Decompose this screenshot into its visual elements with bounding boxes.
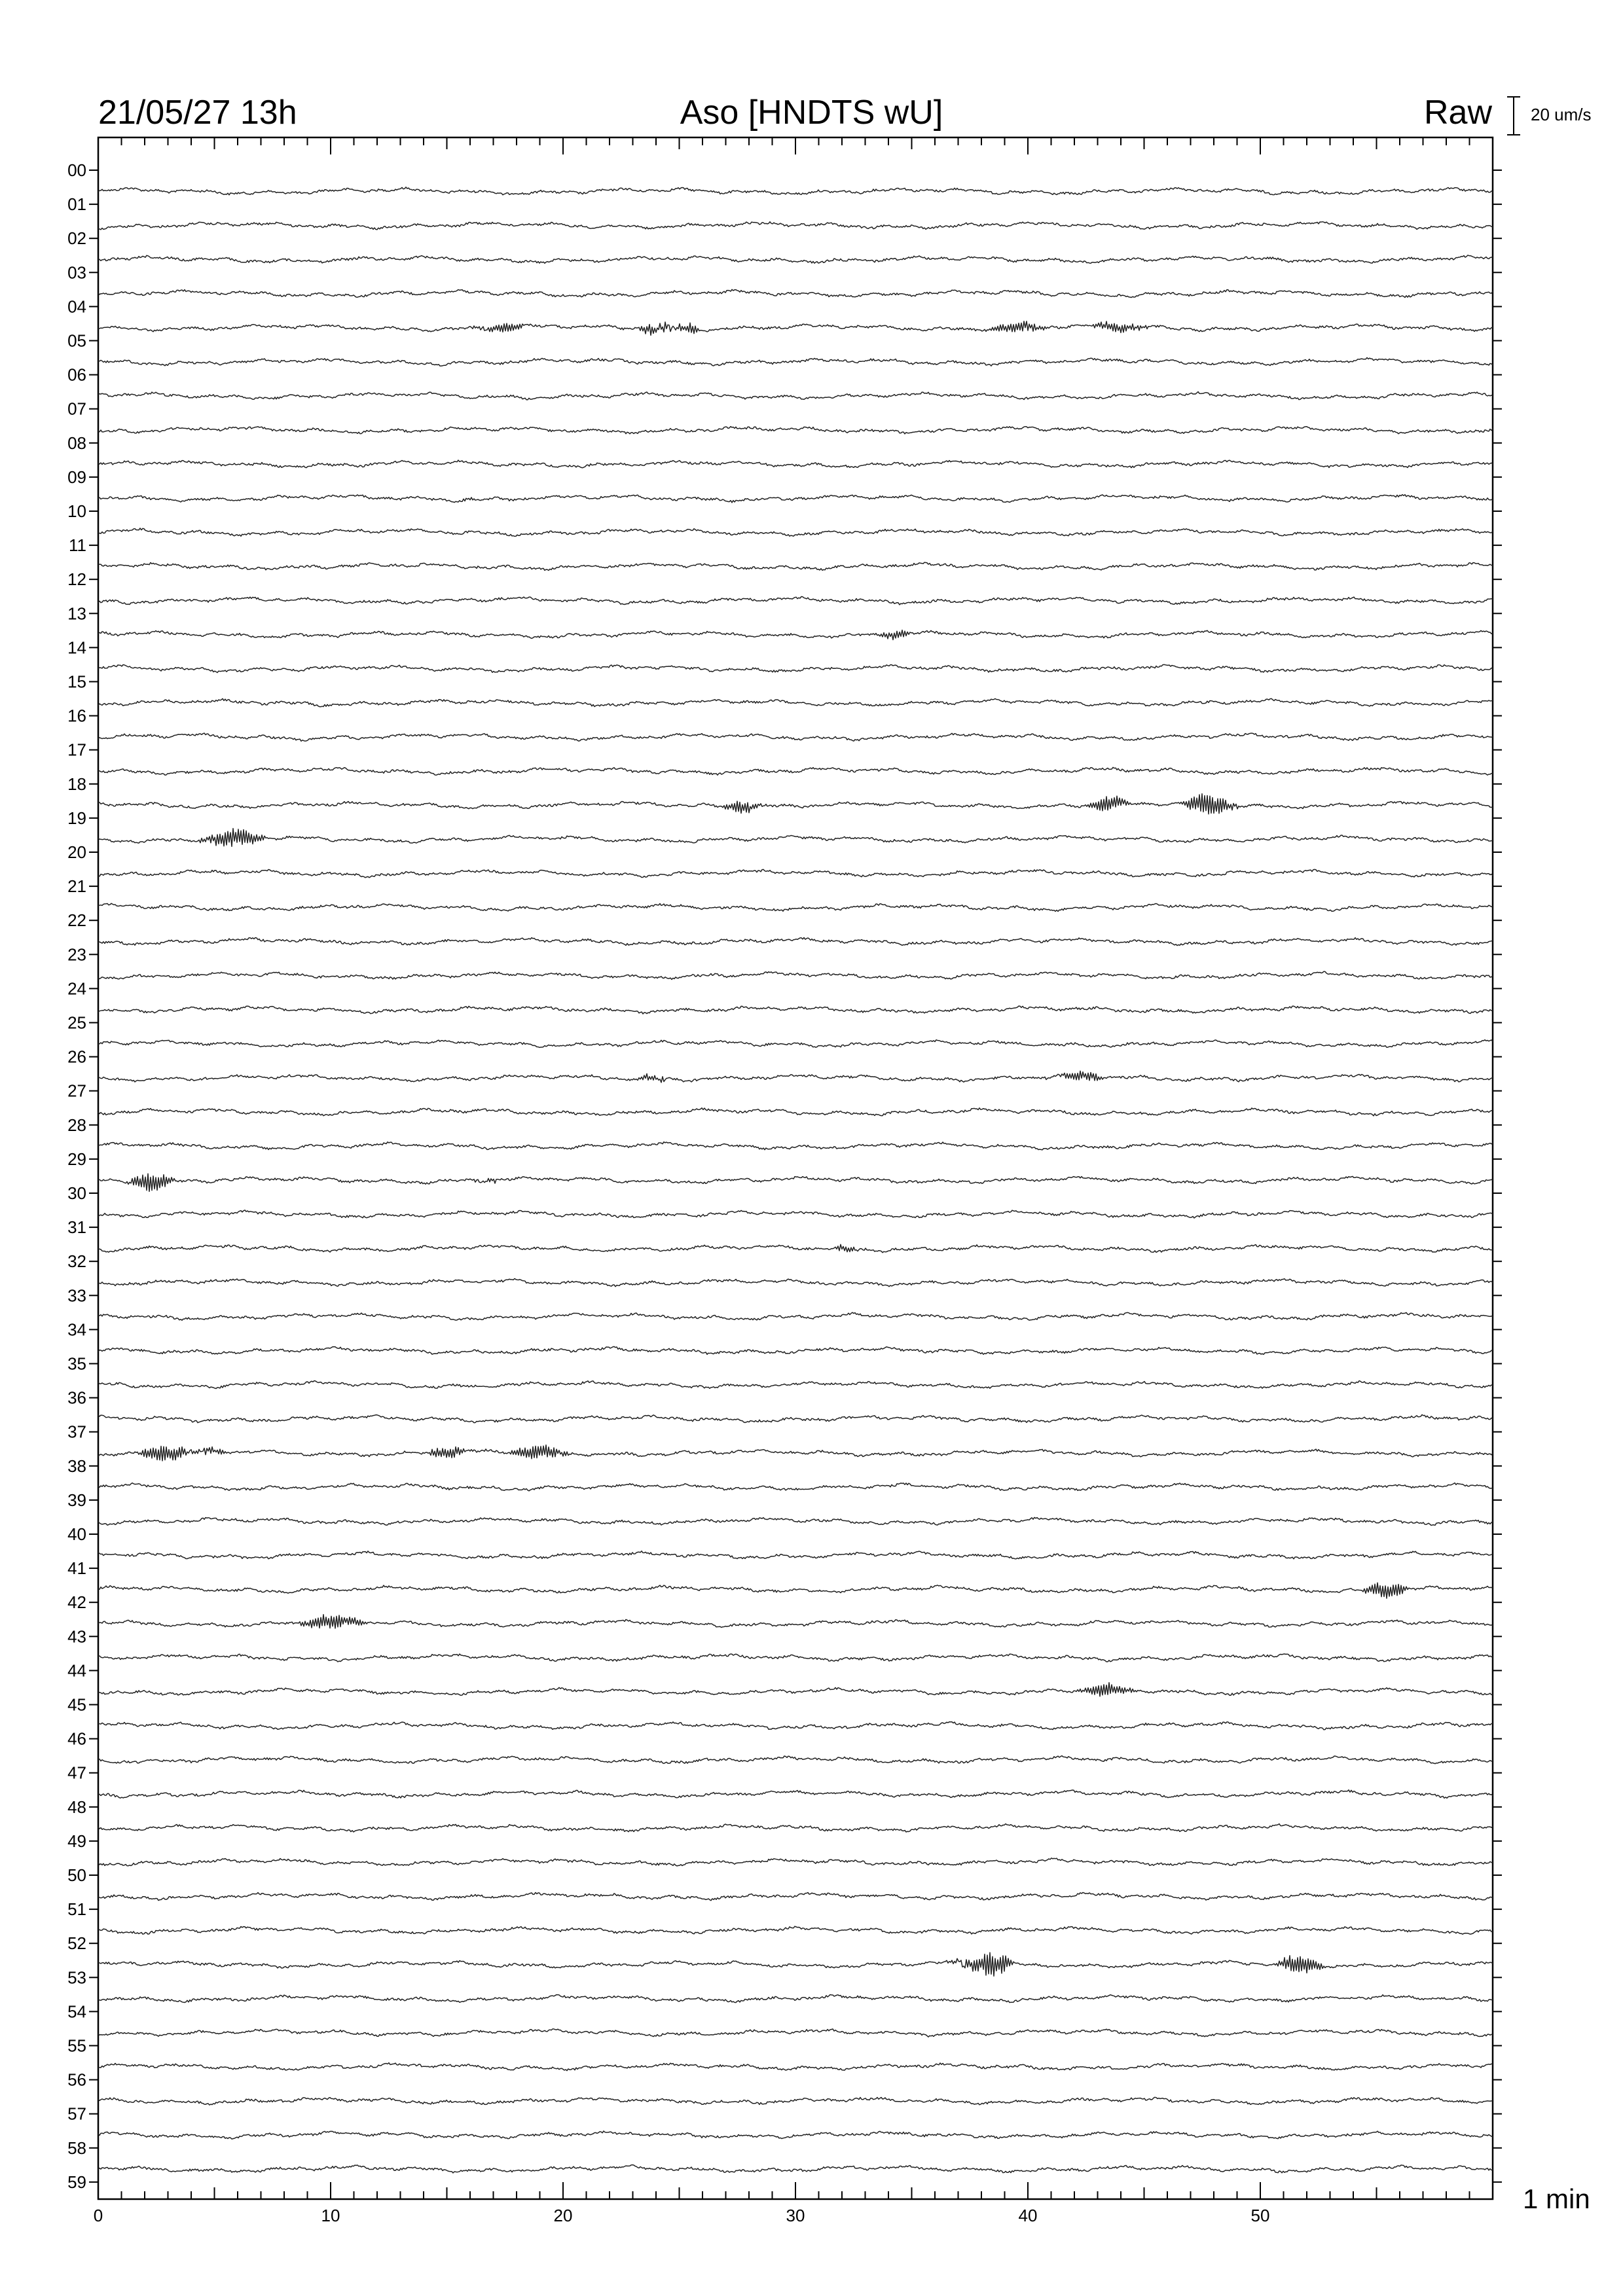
- trace-row-42: [98, 1615, 1493, 1628]
- date-hour-label: 21/05/27 13h: [98, 94, 297, 132]
- row-label: 53: [67, 1967, 86, 1988]
- trace-row-13: [98, 630, 1493, 640]
- trace-row-47: [98, 1790, 1493, 1799]
- trace-row-20: [98, 869, 1493, 877]
- row-label: 51: [67, 1899, 86, 1920]
- trace-row-01: [98, 222, 1493, 230]
- station-title: Aso [HNDTS wU]: [680, 94, 943, 132]
- trace-row-40: [98, 1551, 1493, 1559]
- trace-row-10: [98, 528, 1493, 536]
- row-label: 28: [67, 1115, 86, 1135]
- row-label: 05: [67, 331, 86, 351]
- x-tick-label: 30: [786, 2206, 805, 2225]
- row-label: 11: [69, 535, 86, 556]
- trace-row-55: [98, 2063, 1493, 2071]
- row-label: 52: [67, 1933, 86, 1954]
- trace-row-58: [98, 2165, 1493, 2173]
- row-label: 08: [67, 433, 86, 453]
- trace-row-54: [98, 2029, 1493, 2037]
- trace-row-41: [98, 1583, 1493, 1598]
- row-label: 42: [67, 1592, 86, 1613]
- trace-row-23: [98, 971, 1493, 979]
- row-label: 10: [67, 501, 86, 521]
- trace-row-52: [98, 1952, 1493, 1976]
- trace-row-17: [98, 767, 1493, 775]
- trace-row-32: [98, 1279, 1493, 1287]
- row-label: 07: [67, 399, 86, 419]
- row-label: 12: [67, 569, 86, 590]
- row-label: 19: [67, 808, 86, 828]
- trace-row-21: [98, 903, 1493, 911]
- trace-row-14: [98, 664, 1493, 672]
- trace-row-04: [98, 321, 1493, 335]
- trace-row-18: [98, 794, 1493, 814]
- trace-row-53: [98, 1995, 1493, 2003]
- x-tick-label: 40: [1018, 2206, 1038, 2225]
- row-label: 41: [67, 1558, 86, 1579]
- row-label: 23: [67, 944, 86, 965]
- row-label: 01: [67, 194, 86, 215]
- trace-row-03: [98, 289, 1493, 297]
- trace-row-26: [98, 1071, 1493, 1083]
- row-label: 20: [67, 842, 86, 862]
- trace-row-11: [98, 562, 1493, 570]
- plot-frame: [98, 137, 1493, 2199]
- trace-row-46: [98, 1756, 1493, 1764]
- trace-row-39: [98, 1517, 1493, 1525]
- trace-row-25: [98, 1040, 1493, 1048]
- row-label: 14: [67, 637, 86, 658]
- row-label: 35: [67, 1354, 86, 1374]
- trace-row-02: [98, 255, 1493, 263]
- trace-row-29: [98, 1174, 1493, 1191]
- row-label: 37: [67, 1422, 86, 1442]
- trace-row-28: [98, 1142, 1493, 1150]
- x-unit-label: 1 min: [1523, 2183, 1590, 2214]
- row-label: 57: [67, 2104, 86, 2124]
- x-tick-label: 20: [553, 2206, 573, 2225]
- row-label: 06: [67, 365, 86, 385]
- row-label: 27: [67, 1081, 86, 1101]
- trace-row-31: [98, 1244, 1493, 1252]
- trace-row-56: [98, 2097, 1493, 2105]
- trace-row-19: [98, 829, 1493, 847]
- trace-row-51: [98, 1926, 1493, 1934]
- row-label: 49: [67, 1831, 86, 1851]
- trace-row-50: [98, 1893, 1493, 1901]
- trace-row-45: [98, 1722, 1493, 1730]
- row-label: 25: [67, 1013, 86, 1033]
- row-label: 56: [67, 2070, 86, 2090]
- x-tick-label: 50: [1250, 2206, 1270, 2225]
- row-label: 31: [67, 1217, 86, 1238]
- row-label: 13: [67, 603, 86, 624]
- trace-row-30: [98, 1210, 1493, 1218]
- trace-row-34: [98, 1346, 1493, 1354]
- row-label: 29: [67, 1149, 86, 1169]
- row-label: 16: [67, 706, 86, 726]
- row-label: 24: [67, 978, 86, 999]
- trace-row-08: [98, 460, 1493, 468]
- trace-row-12: [98, 597, 1493, 605]
- row-label: 54: [67, 2001, 86, 2022]
- x-tick-label: 0: [93, 2206, 103, 2225]
- trace-row-09: [98, 495, 1493, 503]
- trace-row-43: [98, 1654, 1493, 1662]
- trace-row-37: [98, 1445, 1493, 1461]
- row-label: 18: [67, 774, 86, 794]
- row-label: 15: [67, 672, 86, 692]
- trace-row-22: [98, 938, 1493, 946]
- row-label: 36: [67, 1388, 86, 1408]
- row-label: 02: [67, 228, 86, 249]
- trace-row-33: [98, 1312, 1493, 1320]
- trace-row-24: [98, 1006, 1493, 1014]
- row-label: 22: [67, 910, 86, 931]
- row-label: 48: [67, 1797, 86, 1817]
- trace-row-48: [98, 1824, 1493, 1832]
- row-label: 40: [67, 1524, 86, 1544]
- row-label: 33: [67, 1285, 86, 1306]
- amplitude-scale-label: 20 um/s: [1531, 105, 1592, 124]
- trace-row-15: [98, 698, 1493, 706]
- row-label: 26: [67, 1047, 86, 1067]
- row-label: 00: [67, 160, 86, 180]
- trace-row-00: [98, 187, 1493, 195]
- trace-row-07: [98, 427, 1493, 434]
- row-label: 09: [67, 467, 86, 487]
- trace-row-05: [98, 357, 1493, 366]
- trace-row-49: [98, 1858, 1493, 1866]
- row-label: 04: [67, 296, 86, 317]
- row-label: 34: [67, 1319, 86, 1340]
- trace-row-57: [98, 2131, 1493, 2139]
- row-label: 46: [67, 1729, 86, 1749]
- row-label: 38: [67, 1456, 86, 1476]
- row-label: 50: [67, 1865, 86, 1885]
- trace-row-36: [98, 1415, 1493, 1423]
- row-label: 39: [67, 1490, 86, 1510]
- trace-row-44: [98, 1683, 1493, 1696]
- row-label: 47: [67, 1763, 86, 1783]
- row-label: 44: [67, 1660, 86, 1681]
- row-label: 30: [67, 1183, 86, 1203]
- row-label: 21: [67, 876, 86, 897]
- row-label: 59: [67, 2172, 86, 2192]
- trace-row-27: [98, 1108, 1493, 1116]
- trace-row-35: [98, 1381, 1493, 1389]
- trace-row-06: [98, 392, 1493, 400]
- mode-label: Raw: [1423, 94, 1492, 132]
- row-label: 03: [67, 262, 86, 283]
- row-label: 32: [67, 1251, 86, 1272]
- x-tick-label: 10: [321, 2206, 340, 2225]
- row-label: 55: [67, 2036, 86, 2056]
- row-label: 58: [67, 2138, 86, 2158]
- row-label: 45: [67, 1695, 86, 1715]
- trace-row-38: [98, 1483, 1493, 1491]
- row-label: 17: [67, 740, 86, 760]
- trace-row-16: [98, 733, 1493, 741]
- row-label: 43: [67, 1626, 86, 1647]
